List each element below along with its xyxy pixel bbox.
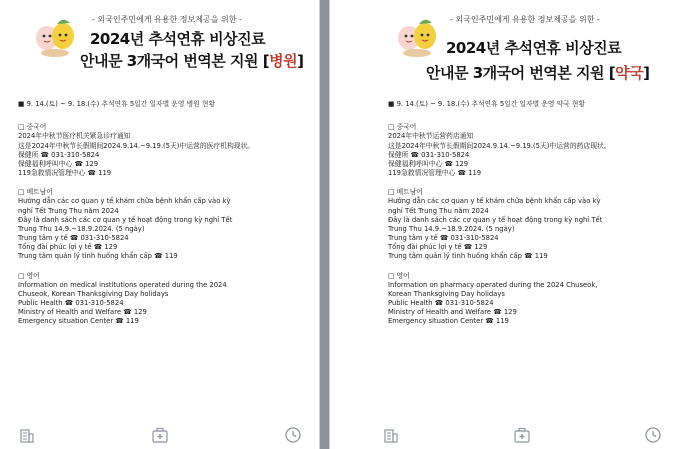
notice-title-line2: 안내문 3개국어 번역본 지원 [병원] — [80, 52, 304, 70]
vietnamese-line: Tổng đài phúc lợi y tế ☎ 129 — [18, 243, 118, 252]
chinese-section-heading: □ 중국어 — [388, 123, 417, 132]
first-aid-kit-icon[interactable] — [151, 426, 169, 444]
english-line: Information on pharmacy operated during the 2024 Chuseok, — [388, 280, 598, 289]
left-notice-page — [0, 0, 320, 449]
english-line: Emergency situation Center ☎ 119 — [388, 317, 509, 326]
chinese-line: 2024年中秋节运营药店通知 — [388, 132, 474, 141]
english-line: Korean Thanksgiving Day holidays — [388, 289, 505, 298]
notice-subtitle: - 외국인주민에게 유용한 정보제공을 위한 - — [92, 15, 242, 24]
english-section-heading: □ 영어 — [388, 271, 410, 280]
first-aid-kit-icon[interactable] — [513, 426, 531, 444]
english-line: Ministry of Health and Welfare ☎ 129 — [388, 308, 517, 317]
english-line: Public Health ☎ 031-310-5824 — [18, 299, 124, 308]
vietnamese-line: Trung tâm quản lý tình huống khẩn cấp ☎ 119 — [18, 252, 178, 261]
hospital-label: 병원 — [269, 52, 298, 70]
chinese-line: 保健福利呼叫中心 ☎ 129 — [18, 159, 99, 168]
chinese-line: 这是2024年中秋节长假期间2024.9.14.~9.19.(5天)中运营的医疗机构现状。 — [18, 141, 255, 150]
notice-subtitle: - 외국인주민에게 유용한 정보제공을 위한 - — [450, 15, 600, 24]
vietnamese-line: Trung tâm y tế ☎ 031-310-5824 — [388, 234, 499, 243]
mascot-logo — [396, 14, 438, 58]
vietnamese-line: Đây là danh sách các cơ quan y tế hoạt động trong kỳ nghỉ Tết — [18, 215, 233, 224]
notice-body — [18, 100, 318, 327]
clock-icon[interactable] — [644, 426, 662, 444]
chinese-line: 119急救情况管理中心 ☎ 119 — [388, 169, 482, 178]
vietnamese-section-heading: □ 베트남어 — [18, 188, 53, 197]
bottom-nav — [330, 421, 699, 449]
english-line: Public Health ☎ 031-310-5824 — [388, 299, 494, 308]
vietnamese-line: Hướng dẫn các cơ quan y tế khám chữa bệnh khẩn cấp vào kỳ — [388, 197, 601, 206]
schedule-heading: ■ 9. 14.(토) ~ 9. 18.(수) 추석연휴 5일간 일자별 운영 약국 현황 — [388, 100, 586, 108]
page-divider — [320, 0, 329, 449]
chinese-line: 这是2024年中秋节长假期间2024.9.14.~9.19.(5天)中运营的药店现状。 — [388, 141, 611, 150]
vietnamese-line: Trung Thu 14.9.~18.9.2024. (5 ngày) — [388, 224, 515, 233]
vietnamese-line: Trung tâm y tế ☎ 031-310-5824 — [18, 234, 129, 243]
english-line: Chuseok, Korean Thanksgiving Day holidays — [18, 289, 169, 298]
chinese-line: 保健所 ☎ 031-310-5824 — [388, 150, 470, 159]
vietnamese-line: Đây là danh sách các cơ quan y tế hoạt động trong kỳ nghỉ Tết — [388, 215, 603, 224]
chinese-line: 2024年中秋节医疗机关紧急诊疗通知 — [18, 132, 131, 141]
chinese-line: 保健福利呼叫中心 ☎ 129 — [388, 159, 469, 168]
vietnamese-line: Tổng đài phúc lợi y tế ☎ 129 — [388, 243, 488, 252]
notice-title-line2: 안내문 3개국어 번역본 지원 [약국] — [426, 64, 650, 82]
bottom-nav — [0, 421, 320, 449]
vietnamese-section-heading: □ 베트남어 — [388, 188, 423, 197]
vietnamese-line: nghỉ Tết Trung Thu năm 2024 — [18, 206, 119, 215]
pharmacy-label: 약국 — [615, 64, 644, 82]
english-line: Information on medical institutions operated during the 2024 — [18, 280, 227, 289]
english-line: Emergency situation Center ☎ 119 — [18, 317, 139, 326]
mascot-logo — [34, 14, 76, 58]
notice-title-line1: 2024년 추석연휴 비상진료 — [90, 30, 266, 48]
vietnamese-line: nghỉ Tết Trung Thu năm 2024 — [388, 206, 489, 215]
schedule-heading: ■ 9. 14.(토) ~ 9. 18.(수) 추석연휴 5일간 일자별 운영 병원 현황 — [18, 100, 216, 108]
clock-icon[interactable] — [284, 426, 302, 444]
right-notice-page — [329, 0, 699, 449]
building-icon[interactable] — [382, 426, 400, 444]
building-icon[interactable] — [18, 426, 36, 444]
english-line: Ministry of Health and Welfare ☎ 129 — [18, 308, 147, 317]
vietnamese-line: Trung Thu 14.9.~18.9.2024. (5 ngày) — [18, 224, 145, 233]
vietnamese-line: Trung tâm quản lý tình huống khẩn cấp ☎ 119 — [388, 252, 548, 261]
vietnamese-line: Hướng dẫn các cơ quan y tế khám chữa bệnh khẩn cấp vào kỳ — [18, 197, 231, 206]
chinese-section-heading: □ 중국어 — [18, 123, 47, 132]
notice-body — [388, 100, 693, 327]
chinese-line: 119急救情况管理中心 ☎ 119 — [18, 169, 112, 178]
chinese-line: 保健所 ☎ 031-310-5824 — [18, 150, 100, 159]
notice-title-line1: 2024년 추석연휴 비상진료 — [446, 39, 622, 57]
english-section-heading: □ 영어 — [18, 271, 40, 280]
